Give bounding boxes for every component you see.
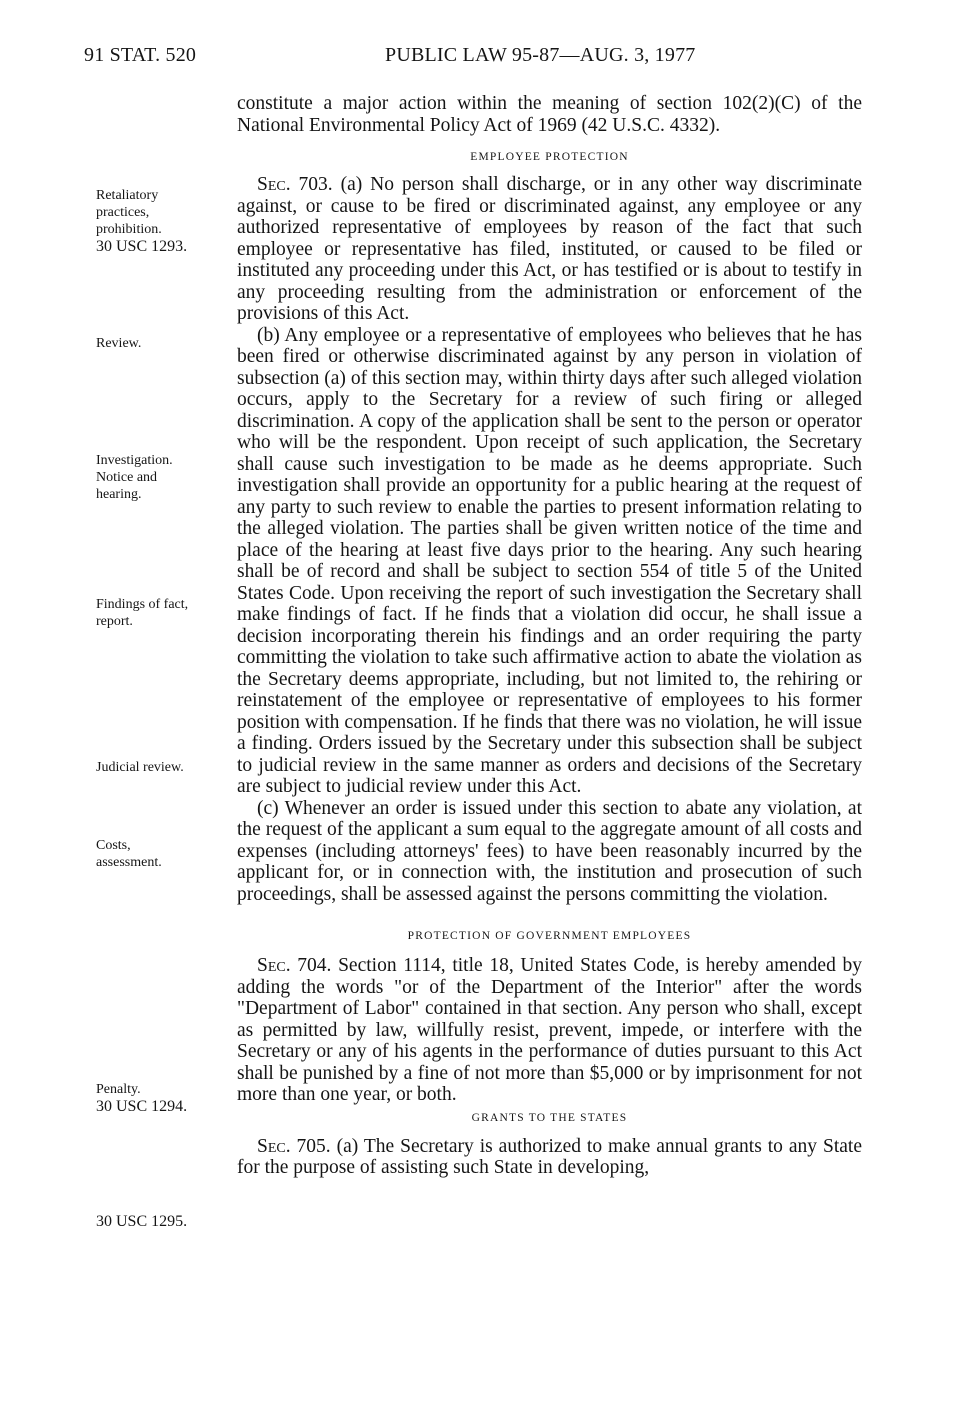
section-703-c: (c) Whenever an order is issued under this section to abate any violation, at the request of the applicant a sum equal to the aggregate amount of all costs and expenses (including attorneys' fees) to have been reasonably incurred by the applicant for, or in connection with, the institution and prosecution of such proceedings, shall be assessed against the persons committing the violation. — [237, 797, 862, 905]
margin-note-review: Review. — [96, 336, 142, 351]
section-703-b: (b) Any employee or a representative of employees who believes that he has been fired or otherwise discriminated against by any person in violation of subsection (a) of this section may, within thirty days after such alleged violation occurs, apply to the Secretary for a review of such firing or alleged discrimination. A copy of the application shall be sent to the person or operator who will be the respondent. Upon receipt of such application, the Secretary shall cause such investigation to be made as he deems appropriate. Such investigation shall provide an opportunity for a public hearing at the request of any party to such review to enable the parties to present information relating to the alleged violation. The parties shall be given written notice of the time and place of the hearing at least five days prior to the hearing. Any such hearing shall be of record and shall be subject to section 554 of title 5 of the United States Code. Upon receiving the report of such investigation the Secretary shall make findings of fact. If he finds that a violation did occur, he shall issue a decision incorporating therein his findings and an order requiring the party committing the violation to take such affirmative action to abate the violation as the Secretary deems appropriate, including, but not limited to, the rehiring or reinstatement of the employee or representative of employees to his former position with compensation. If he finds that there was no violation, he will issue a finding. Orders issued by the Secretary under this subsection shall be subject to judicial review in the same manner as orders and decisions of the Secretary are subject to judicial review under this Act. — [237, 324, 862, 797]
section-label: Sec. 705. — [257, 1135, 331, 1157]
margin-note-investigation: Investigation. Notice and hearing. — [96, 453, 173, 502]
margin-note-retaliatory: Retaliatory practices, prohibition. 30 USC 1293. — [96, 188, 188, 255]
margin-note-judicial-review: Judicial review. — [96, 760, 184, 775]
margin-note-costs: Costs, assessment. — [96, 838, 162, 870]
margin-note-findings: Findings of fact, report. — [96, 597, 189, 629]
margin-note-usc-1295: 30 USC 1295. — [96, 1213, 188, 1230]
page-citation: 91 STAT. 520 — [84, 44, 197, 66]
intro-paragraph: constitute a major action within the meaning of section 102(2)(C) of the National Environmental Policy Act of 1969 (42 U.S.C. 4332). — [237, 93, 862, 136]
section-703-a: Sec. 703. (a) No person shall discharge, or in any other way discriminate against, or cause to be fired or discriminated against, any employee or any authorized representative of employees by reason of the fact that such employee or representative has filed, instituted, or caused to be filed or instituted any proceeding under this Act, or has testified or is about to testify in any proceeding resulting from the administration or enforcement of the provisions of this Act. — [237, 174, 862, 324]
heading-employee-protection: EMPLOYEE PROTECTION — [470, 151, 629, 163]
heading-grants-to-states: GRANTS TO THE STATES — [471, 1111, 628, 1124]
heading-government-employees: PROTECTION OF GOVERNMENT EMPLOYEES — [407, 930, 692, 942]
section-label: Sec. 703. — [257, 174, 333, 195]
margin-note-penalty: Penalty. 30 USC 1294. — [96, 1082, 188, 1115]
section-705-a: Sec. 705. (a) The Secretary is authorized to make annual grants to any State for the purpose of assisting such State in developing, — [237, 1135, 862, 1178]
section-label: Sec. 704. — [257, 955, 332, 976]
page-header-title: PUBLIC LAW 95-87—AUG. 3, 1977 — [385, 44, 696, 66]
main-text — [237, 93, 862, 1179]
section-704: Sec. 704. Section 1114, title 18, United States Code, is hereby amended by adding the words "or of the Department of the Interior" after the words "Department of Labor" contained in that section. Any person who shall, except as permitted by law, willfully resist, prevent, impede, or interfere with the Secretary or any of his agents in the performance of duties pursuant to this Act shall be punished by a fine of not more than $5,000 or by imprisonment for not more than one year, or both. — [237, 955, 862, 1105]
